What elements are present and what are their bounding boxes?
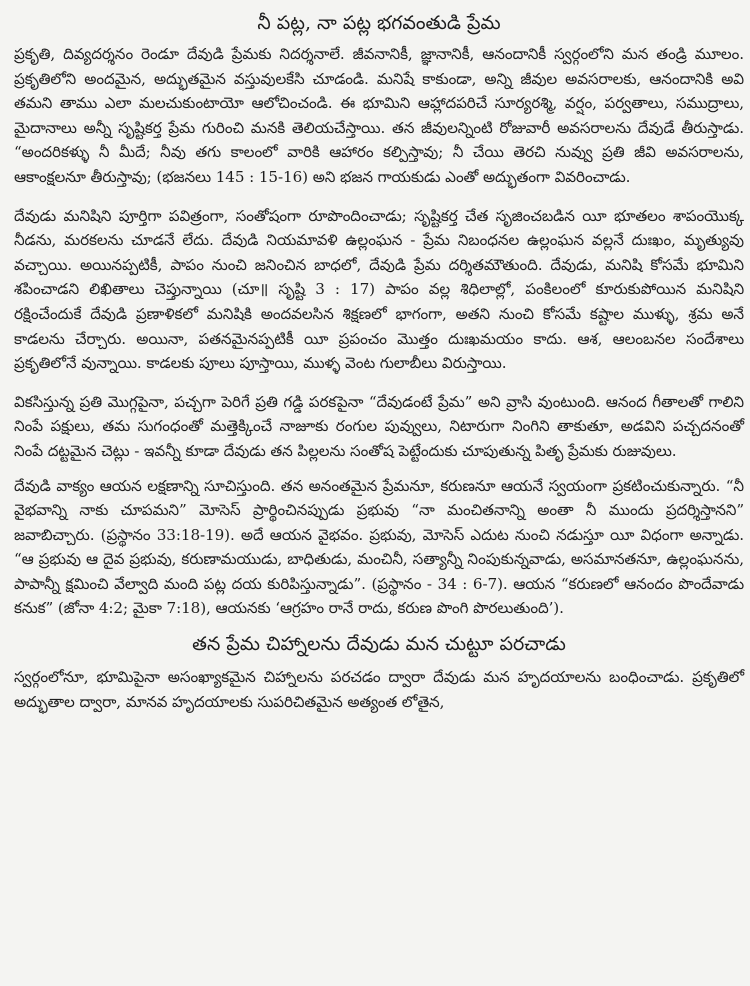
paragraph-god-is-love: వికసిస్తున్న ప్రతి మొగ్గపైనా, పచ్చగా పెరిగే ప్రతి గడ్డి పరకపైనా “దేవుడంటే ప్రేమ” అని వ్రాసి వుంటుంది. ఆనంద గీతాలతో గాలిని నింపే పక్షులు, తమ సుగంధంతో మత్తెక్కించే నాజూకు రంగుల పువ్వులు, నిటారుగా నింగిని తాకుతూ, అడవిని పచ్చదనంతో నింపే దట్టమైన చెట్లు - ఇవన్నీ కూడా దేవుడు తన పిల్లలను సంతోష పెట్టేందుకు చూపుతున్న పితృ ప్రేమకు రుజువులు. — [14, 392, 744, 460]
page-title: నీ పట్ల, నా పట్ల భగవంతుడి ప్రేమ — [257, 12, 501, 34]
paragraph-creation-sin: దేవుడు మనిషిని పూర్తిగా పవిత్రంగా, సంతోషంగా రూపొందించాడు; సృష్టికర్త చేత సృజించబడిన యీ భూతలం శాపంయొక్క నీడను, మరకలను చూడనే లేదు. దేవుడి నియమావళి ఉల్లంఘన - ప్రేమ నిబంధనల ఉల్లంఘన వల్లనే దుఃఖం, మృత్యువు వచ్చాయి. అయినప్పటికీ, పాపం నుంచి జనించిన బాధలో, దేవుడి ప్రేమ దర్శితమౌతుంది. దేవుడు, మనిషి కోసమే భూమిని శపించాడని లిఖితాలు చెప్తున్నాయి (చూ॥ సృష్టి 3 : 17) పాపం వల్ల శిధిలాల్లో, పంకిలంలో కూరుకుపోయిన మనిషిని రక్షించేందుకే దేవుడి ప్రణాళికలో మనిషికి అందవలసిన శిక్షణలో భాగంగా, అతని నుంచి కోసమే కష్టాల ముళ్ళు, శ్రమ అనే కాడలను చేర్చారు. అయినా, పతనమైనప్పటికీ యీ ప్రపంచం మొత్తం దుఃఖమయం కాదు. ఆశ, ఆలంబనల సందేశాలు ప్రకృతిలోనే వున్నాయి. కాడలకు పూలు పూస్తాయి, ముళ్ళ వెంట గులాబీలు విరుస్తాయి. — [14, 206, 744, 373]
paragraph-closing: స్వర్గంలోనూ, భూమిపైనా అసంఖ్యాకమైన చిహ్నాలను పరచడం ద్వారా దేవుడు మన హృదయాలను బంధించాడు. ప్రకృతిలో అద్భుతాల ద్వారా, మానవ హృదయాలకు సుపరిచితమైన అత్యంత లోతైన, — [14, 668, 744, 711]
paragraph-spacer — [14, 376, 744, 390]
paragraph-spacer — [14, 190, 744, 204]
paragraph-nature-revelation: ప్రకృతి, దివ్యదర్శనం రెండూ దేవుడి ప్రేమకు నిదర్శనాలే. జీవనానికీ, జ్ఞానానికీ, ఆనందానికీ స్వర్గంలోని మన తండ్రి మూలం. ప్రకృతిలోని అందమైన, అద్భుతమైన వస్తువులకేసి చూడండి. మనిషే కాకుండా, అన్ని జీవుల అవసరాలకు, ఆనందానికి అవి తమని తాము ఎలా మలచుకుంటాయో ఆలోచించండి. ఈ భూమిని ఆహ్లాదపరిచే సూర్యరశ్మి, వర్షం, పర్వతాలు, సముద్రాలు, మైదానాలు అన్నీ సృష్టికర్త ప్రేమ గురించి మనకి తెలియచేస్తాయి. తన జీవులన్నింటి రోజువారీ అవసరాలను దేవుడే తీరుస్తాడు. “అందరికళ్ళు నీ మీదే; నీవు తగు కాలంలో వారికి ఆహారం కల్పిస్తావు; నీ చేయి తెరచి నువ్వు ప్రతి జీవి అవసరాలను, ఆకాంక్షలనూ తీరుస్తావు; (భజనలు 145 : 15-16) అని భజన గాయకుడు ఎంతో అద్భుతంగా వివరించాడు. — [14, 45, 744, 186]
section-heading: తన ప్రేమ చిహ్నాలను దేవుడు మన చుట్టూ పరచాడు — [192, 633, 566, 656]
paragraph-spacer — [14, 464, 744, 474]
paragraph-word-of-god: దేవుడి వాక్యం ఆయన లక్షణాన్ని సూచిస్తుంది. తన అనంతమైన ప్రేమనూ, కరుణనూ ఆయనే స్వయంగా ప్రకటించుకున్నారు. “నీ వైభవాన్ని నాకు చూపమని” మోసెస్ ప్రార్థించినప్పుడు ప్రభువు “నా మంచితనాన్ని అంతా నీ ముందు ప్రదర్శిస్తానని” జవాబిచ్చారు. (ప్రస్థానం 33:18-19). అదే ఆయన వైభవం. ప్రభువు, మోసెస్ ఎదుట నుంచి నడుస్తూ యీ విధంగా అన్నాడు. “ఆ ప్రభువు ఆ దైవ ప్రభువు, కరుణామయుడు, బాధితుడు, మంచినీ, సత్యాన్నీ నింపుకున్నవాడు, అసమానతనూ, ఉల్లంఘనను, పాపాన్నీ క్షమించి వేల్వాది మంది పట్ల దయ కురిపిస్తున్నాడు”. (ప్రస్థానం - 34 : 6-7). ఆయన “కరుణలో ఆనందం పొందేవాడు కనుక” (జోనా 4:2; మైకా 7:18), ఆయనకు ‘ఆగ్రహం రానే రాదు, కరుణ పొంగి పొరలుతుంది’). — [14, 476, 744, 618]
